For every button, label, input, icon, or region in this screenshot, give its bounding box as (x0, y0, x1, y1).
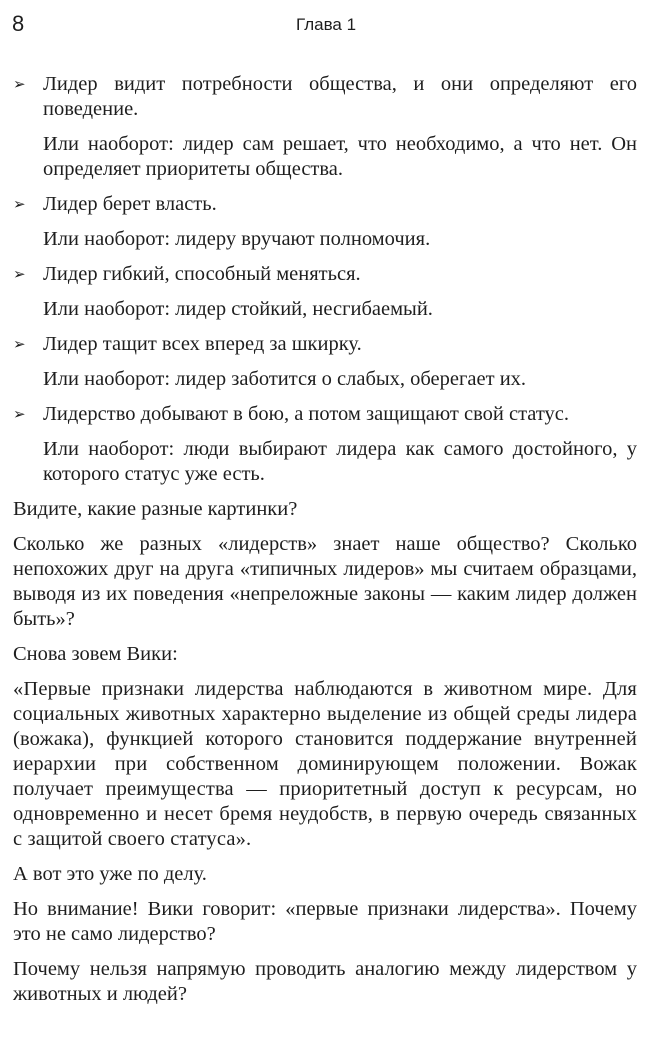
counter-claim: Или наоборот: лидеру вручают полномочия. (43, 228, 431, 250)
claim-text: Лидер видит потребности общества, и они определяют его поведение. (43, 73, 637, 120)
arrowhead-bullet-icon: ➢ (13, 265, 26, 283)
bullet-claim (13, 402, 637, 427)
bullet-claim (13, 262, 637, 287)
counter-claim: Или наоборот: лидер стойкий, несгибаемый. (43, 298, 433, 320)
arrowhead-bullet-icon: ➢ (13, 405, 26, 423)
claim-text: Лидер гибкий, способный меняться. (43, 263, 361, 285)
arrowhead-bullet-icon: ➢ (13, 195, 26, 213)
page-number: 8 (12, 11, 25, 36)
paragraph: Почему нельзя напрямую проводить аналогию между лидерством у животных и людей? (13, 958, 637, 1005)
chapter-running-head: Глава 1 (295, 15, 357, 34)
contrast-item (13, 262, 637, 322)
counter-claim: Или наоборот: лидер заботится о слабых, оберегает их. (43, 368, 527, 390)
paragraph: Но внимание! Вики говорит: «первые признаки лидерства». Почему это не само лидерство? (13, 898, 637, 945)
wiki-quote-paragraph: «Первые признаки лидерства наблюдаются в животном мире. Для социальных животных характерно выделение из общей среды лидера (вожака), функцией которого становится поддержание внутренней иерархии при собственном доминирующем положении. Вожак получает преимущества — приоритетный доступ к ресурсам, но одновременно и несет бремя неудобств, в первую очередь связанных с защитой своего статуса». (13, 678, 637, 850)
contrast-item (13, 402, 637, 487)
page-body (13, 72, 637, 1017)
counter-claim: Или наоборот: лидер сам решает, что необходимо, а что нет. Он определяет приоритеты общества. (43, 133, 637, 180)
bullet-claim (13, 72, 637, 122)
contrast-item (13, 332, 637, 392)
contrast-item (13, 192, 637, 252)
counter-claim: Или наоборот: люди выбирают лидера как самого достойного, у которого статус уже есть. (43, 438, 637, 485)
paragraph: Сколько же разных «лидерств» знает наше общество? Сколько непохожих друг на друга «типичных лидеров» мы считаем образцами, выводя из их поведения «непреложные законы — каким лидер должен быть»? (13, 533, 637, 630)
paragraph: Снова зовем Вики: (13, 643, 178, 665)
claim-text: Лидер берет власть. (43, 193, 217, 215)
paragraph: Видите, какие разные картинки? (13, 498, 298, 520)
claim-text: Лидер тащит всех вперед за шкирку. (43, 333, 362, 355)
arrowhead-bullet-icon: ➢ (13, 75, 26, 93)
arrowhead-bullet-icon: ➢ (13, 335, 26, 353)
page-header (12, 10, 640, 40)
bullet-claim (13, 332, 637, 357)
bullet-claim (13, 192, 637, 217)
contrast-item (13, 72, 637, 182)
paragraph: А вот это уже по делу. (13, 863, 207, 885)
claim-text: Лидерство добывают в бою, а потом защищают свой статус. (43, 403, 570, 425)
